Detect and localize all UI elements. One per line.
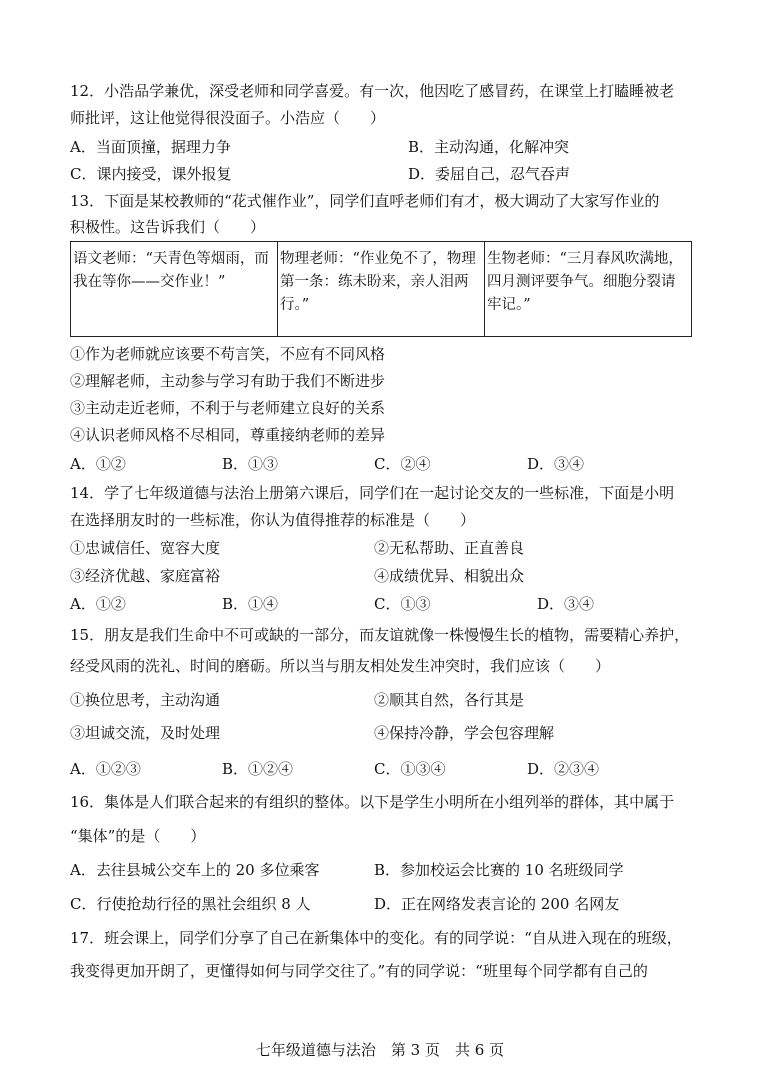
q13-statement-4: ④认识老师风格不尽相同，尊重接纳老师的差异 bbox=[70, 426, 386, 444]
q15-statement-1: ①换位思考，主动沟通 bbox=[70, 691, 221, 709]
q12-option-c: C．课内接受，课外报复 bbox=[70, 165, 232, 183]
q14-option-c: C．①③ bbox=[374, 595, 431, 613]
q17-stem-line2: 我变得更加开朗了，更懂得如何与同学交往了。”有的同学说：“班里每个同学都有自己的 bbox=[70, 962, 648, 980]
q17-stem-line1: 17．班会课上，同学们分享了自己在新集体中的变化。有的同学说：“自从进入现在的班级， bbox=[70, 929, 682, 947]
q13-option-c: C．②④ bbox=[374, 455, 431, 473]
q15-option-d: D．②③④ bbox=[527, 760, 600, 778]
q16-stem-line2: “集体”的是（ ） bbox=[70, 827, 206, 845]
q12-option-a: A．当面顶撞，据理力争 bbox=[70, 138, 231, 156]
q14-statement-3: ③经济优越、家庭富裕 bbox=[70, 567, 221, 585]
q13-stem-line2: 积极性。这告诉我们（ ） bbox=[70, 218, 266, 236]
q13-cell-chinese: 语文老师：“天青色等烟雨，而我在等你——交作业！” bbox=[71, 242, 278, 337]
q13-option-d: D．③④ bbox=[527, 455, 585, 473]
q14-stem-line1: 14．学了七年级道德与法治上册第六课后，同学们在一起讨论交友的一些标准，下面是小明 bbox=[70, 484, 675, 502]
q13-statement-3: ③主动走近老师，不利于与老师建立良好的关系 bbox=[70, 399, 386, 417]
q16-option-c: C．行使抢劫行径的黑社会组织 8 人 bbox=[70, 895, 311, 913]
q12-stem-line1: 12．小浩品学兼优，深受老师和同学喜爱。有一次，他因吃了感冒药，在课堂上打瞌睡被老 bbox=[70, 82, 675, 100]
q15-statement-4: ④保持冷静，学会包容理解 bbox=[374, 724, 555, 742]
q13-option-a: A．①② bbox=[70, 455, 126, 473]
q13-statement-2: ②理解老师，主动参与学习有助于我们不断进步 bbox=[70, 372, 386, 390]
q13-cell-physics: 物理老师：“作业免不了，物理第一条：练未盼来，亲人泪两行。” bbox=[278, 242, 485, 337]
q15-stem-line2: 经受风雨的洗礼、时间的磨砺。所以当与朋友相处发生冲突时，我们应该（ ） bbox=[70, 657, 611, 675]
q13-stem-line1: 13．下面是某校教师的“花式催作业”，同学们直呼老师们有才，极大调动了大家写作业的 bbox=[70, 192, 660, 210]
q12-stem-line2: 师批评，这让他觉得很没面子。小浩应（ ） bbox=[70, 109, 386, 127]
q16-stem-line1: 16．集体是人们联合起来的有组织的整体。以下是学生小明所在小组列举的群体，其中属于 bbox=[70, 793, 675, 811]
page-footer: 七年级道德与法治 第 3 页 共 6 页 bbox=[255, 1041, 505, 1059]
q15-statement-2: ②顺其自然，各行其是 bbox=[374, 691, 525, 709]
q15-stem-line1: 15．朋友是我们生命中不可或缺的一部分，而友谊就像一株慢慢生长的植物，需要精心养护， bbox=[70, 626, 690, 644]
q14-statement-1: ①忠诚信任、宽容大度 bbox=[70, 539, 221, 557]
q16-option-d: D．正在网络发表言论的 200 名网友 bbox=[374, 895, 620, 913]
q15-statement-3: ③坦诚交流，及时处理 bbox=[70, 724, 221, 742]
q13-teacher-table bbox=[70, 241, 692, 337]
q16-option-b: B．参加校运会比赛的 10 名班级同学 bbox=[374, 861, 624, 879]
q14-stem-line2: 在选择朋友时的一些标准，你认为值得推荐的标准是（ ） bbox=[70, 511, 476, 529]
q14-option-b: B．①④ bbox=[222, 595, 279, 613]
q12-option-d: D．委屈自己，忍气吞声 bbox=[408, 165, 571, 183]
q12-option-b: B．主动沟通，化解冲突 bbox=[408, 138, 570, 156]
q15-option-a: A．①②③ bbox=[70, 760, 141, 778]
q13-statement-1: ①作为老师就应该要不苟言笑，不应有不同风格 bbox=[70, 345, 386, 363]
q14-option-a: A．①② bbox=[70, 595, 126, 613]
q14-statement-4: ④成绩优异、相貌出众 bbox=[374, 567, 525, 585]
q13-option-b: B．①③ bbox=[222, 455, 279, 473]
q15-option-c: C．①③④ bbox=[374, 760, 446, 778]
q14-statement-2: ②无私帮助、正直善良 bbox=[374, 539, 525, 557]
q13-cell-biology: 生物老师：“三月春风吹满地，四月测评要争气。细胞分裂请牢记。” bbox=[485, 242, 692, 337]
q15-option-b: B．①②④ bbox=[222, 760, 294, 778]
q14-option-d: D．③④ bbox=[537, 595, 595, 613]
q16-option-a: A．去往县城公交车上的 20 多位乘客 bbox=[70, 861, 320, 879]
